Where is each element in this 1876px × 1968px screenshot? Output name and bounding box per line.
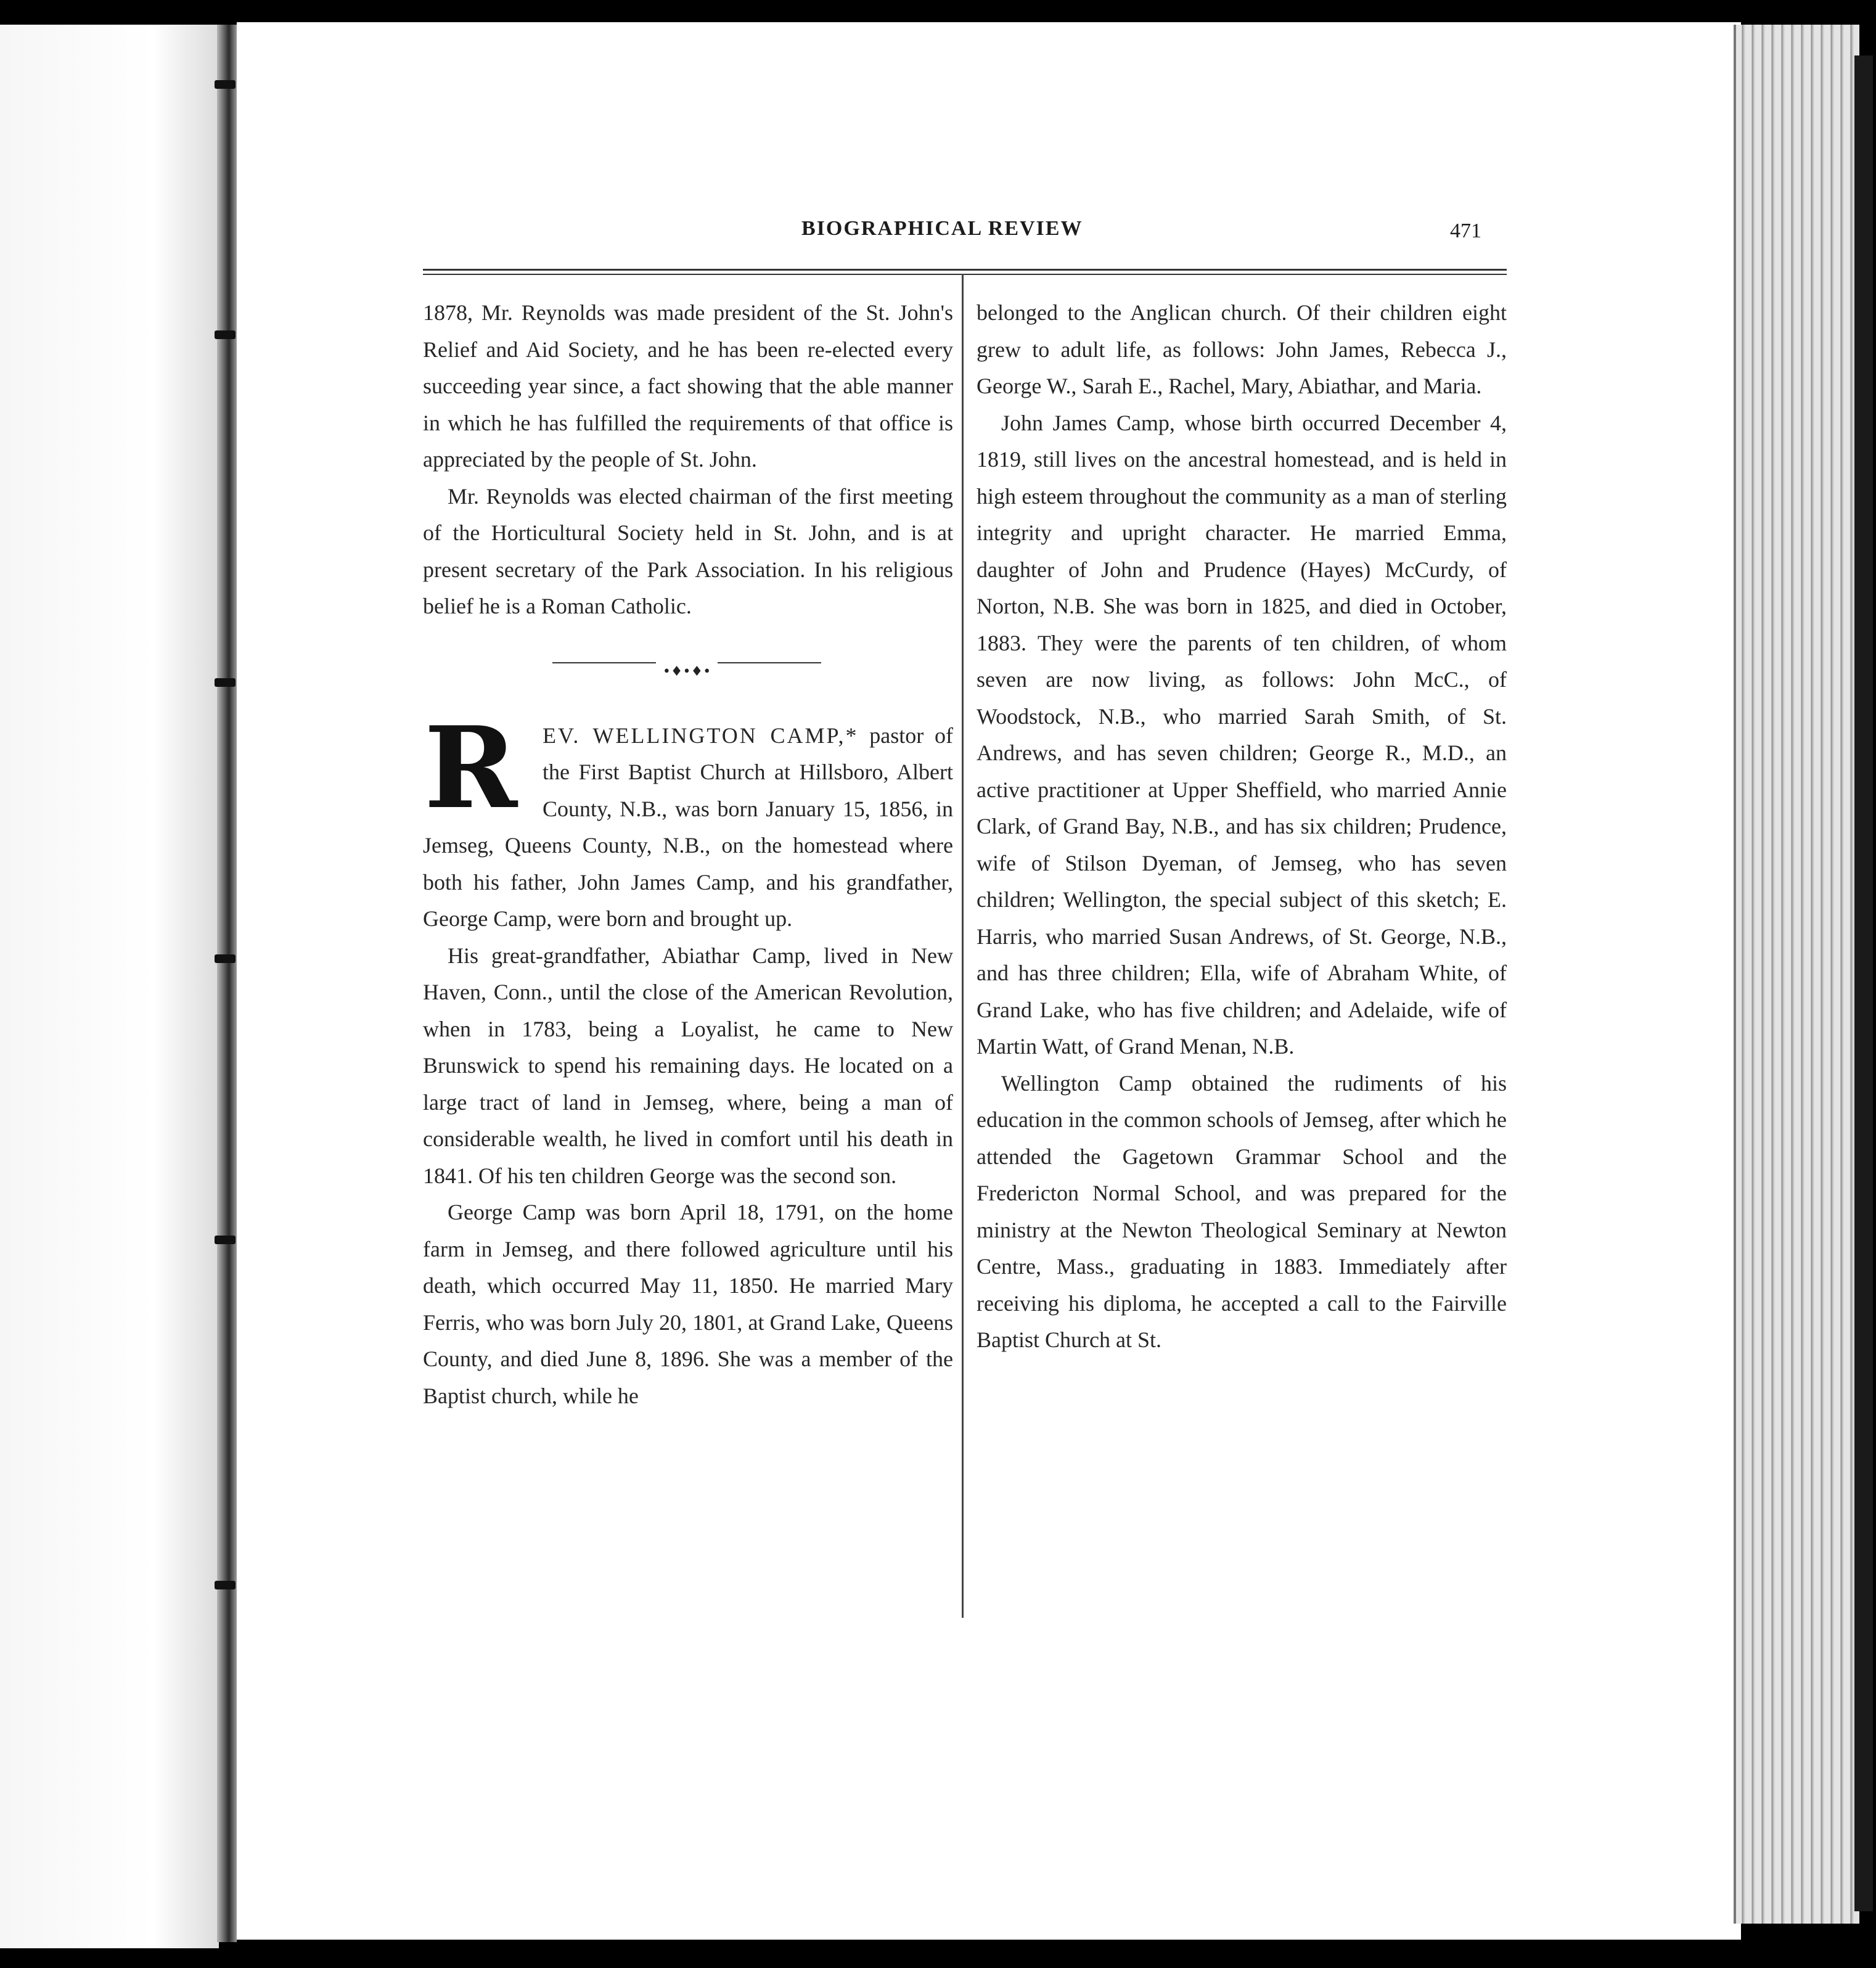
- running-head: BIOGRAPHICAL REVIEW: [801, 217, 1083, 240]
- left-column: [423, 295, 953, 1414]
- book-binding: [217, 25, 237, 1942]
- header-rule-bottom: [423, 274, 1507, 275]
- right-column: [977, 295, 1507, 1359]
- page-fore-edge: [1734, 25, 1859, 1924]
- binding-stitch: [215, 954, 236, 963]
- header-rule-top: [423, 269, 1507, 271]
- sketch-heading: EV. WELLINGTON CAMP,*: [543, 723, 859, 748]
- paragraph: John James Camp, whose birth occurred December 4, 1819, still lives on the ancestral homestead, and is held in high esteem throughout the community as a man of sterling integrity and upright character. He married Emma, daughter of John and Prudence (Hayes) McCurdy, of Norton, N.B. She was born in 1825, and died in October, 1883. They were the parents of ten children, of whom seven are now living, as follows: John McC., of Woodstock, N.B., who married Sarah Smith, of St. Andrews, and has seven children; George R., M.D., an active practitioner at Upper Sheffield, who married Annie Clark, of Grand Bay, N.B., and has six children; Prudence, wife of Stilson Dyeman, of Jemseg, who has seven children; Wellington, the special subject of this sketch; E. Harris, who married Susan Andrews, of St. George, N.B., and has three children; Ella, wife of Abraham White, of Grand Lake, who has five children; and Adelaide, wife of Martin Watt, of Grand Menan, N.B.: [977, 410, 1507, 1059]
- binding-stitch: [215, 330, 236, 339]
- paragraph: His great-grandfather, Abiathar Camp, lived in New Haven, Conn., until the close of the American Revolution, when in 1783, being a Loyalist, he came to New Brunswick to spend his remaining days. He located on a large tract of land in Jemseg, where, being a man of considerable wealth, he lived in comfort until his death in 1841. Of his ten children George was the second son.: [423, 943, 953, 1188]
- facing-page-edge: [0, 25, 219, 1948]
- paragraph: Wellington Camp obtained the rudiments of his education in the common schools of Jemseg, after which he attended the Gagetown Grammar School and the Fredericton Normal School, and was prepared for the ministry at the Newton Theological Seminary at Newton Centre, Mass., graduating in 1883. Immediately after receiving his diploma, he accepted a call to the Fairville Baptist Church at St.: [977, 1070, 1507, 1352]
- divider-ornament: •♦•♦•: [656, 654, 718, 691]
- page-number: 471: [1450, 219, 1481, 242]
- paragraph: 1878, Mr. Reynolds was made president of the St. John's Relief and Aid Society, and he has been re-elected every succeeding year since, a fact showing that the able manner in which he has fulfilled the requirements of that office is appreciated by the people of St. John.: [423, 300, 953, 472]
- drop-cap: R: [424, 701, 515, 834]
- binding-stitch: [215, 1581, 236, 1589]
- sketch-opening: [423, 701, 953, 938]
- column-divider: [962, 274, 964, 1618]
- binding-stitch: [215, 80, 236, 89]
- sketch-opening-text: pastor of the First Baptist Church at Hillsboro, Albert County, N.B., was born January 15, 1856, in Jemseg, Queens County, N.B., on the homestead where both his father, John James Camp, and his grandfather, George Camp, were born and brought up.: [423, 723, 953, 931]
- paragraph: George Camp was born April 18, 1791, on the home farm in Jemseg, and there followed agriculture until his death, which occurred May 11, 1850. He married Mary Ferris, who was born July 20, 1801, at Grand Lake, Queens County, and died June 8, 1896. She was a member of the Baptist church, while he: [423, 1200, 953, 1408]
- page-edge-shadow: [1854, 55, 1873, 1911]
- binding-stitch: [215, 678, 236, 687]
- paragraph: Mr. Reynolds was elected chairman of the first meeting of the Horticultural Society held in St. John, and is at present secretary of the Park Association. In his religious belief he is a Roman Catholic.: [423, 483, 953, 618]
- paragraph: belonged to the Anglican church. Of their children eight grew to adult life, as follows: John James, Rebecca J., George W., Sarah E., Rachel, Mary, Abiathar, and Maria.: [977, 300, 1507, 398]
- binding-stitch: [215, 1236, 236, 1244]
